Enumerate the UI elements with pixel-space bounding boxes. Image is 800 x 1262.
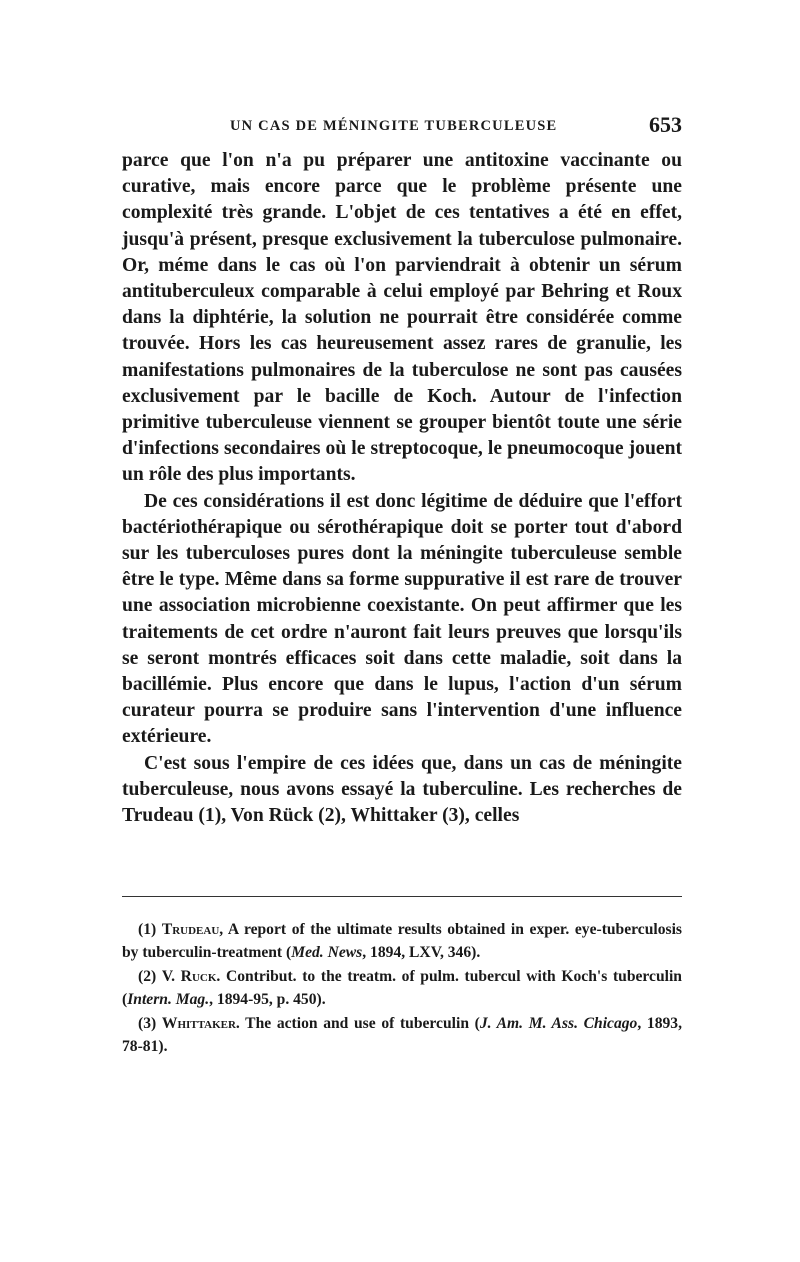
footnote-citation: , 1894-95, p. 450). [209,991,326,1009]
footnote-text: Contribut. to the treatm. of pulm. tubercul with Koch's tuberculin ( [122,967,682,1009]
page-number: 653 [649,112,682,137]
footnote [122,1012,682,1059]
paragraph: parce que l'on n'a pu préparer une antitoxine vaccinante ou curative, mais encore parce que le problème présente une complexité très grande. L'objet de ces tentatives a été en effet, jusqu'à présent, presque exclusivement la tuberculose pulmonaire. Or, méme dans le cas où l'on parviendrait à obtenir un sérum antituberculeux comparable à celui employé par Behring et Roux dans la diphtérie, la solution ne pourrait être considérée comme trouvée. Hors les cas heureusement assez rares de granulie, les manifestations pulmonaires de la tuberculose ne sont pas causées exclusivement par le bacille de Koch. Autour de l'infection primitive tuberculeuse viennent se grouper bientôt toute une série d'infections secondaires où le streptocoque, le pneumocoque jouent un rôle des plus importants. [122,150,682,486]
footnote-number: (1) [138,921,157,938]
footnote-author: V. Ruck. [161,967,221,985]
page-header [122,112,682,142]
footnote-divider [122,896,682,897]
footnote-author: Whittaker. [161,1014,240,1032]
footnote-citation: , 1894, LXV, 346). [362,944,481,962]
footnote-author: Trudeau, [161,921,224,938]
footnotes [122,918,682,1058]
footnote-citation: , 1893, 78-81). [122,1014,682,1056]
footnote [122,965,682,1012]
running-title: UN CAS DE MÉNINGITE TUBERCULEUSE [230,118,558,134]
footnote-text: The action and use of tuberculin ( [239,1014,480,1032]
paragraph: C'est sous l'empire de ces idées que, dans un cas de méningite tuberculeuse, nous avons essayé la tuberculine. Les recherches de Trudeau (1), Von Rück (2), Whittaker (3), celles [122,752,682,827]
footnote-journal: Intern. Mag. [127,991,210,1009]
footnote-number: (3) [138,1014,157,1032]
footnote [122,918,682,965]
footnote-journal: J. Am. M. Ass. Chicago [479,1014,638,1032]
footnote-journal: Med. News [291,944,363,962]
paragraph: De ces considérations il est donc légitime de déduire que l'effort bactériothérapique ou sérothérapique doit se porter tout d'abord sur les tuberculoses pures dont la méningite tuberculeuse semble être le type. Même dans sa forme suppurative il est rare de trouver une association microbienne coexistante. On peut affirmer que les traitements de cet ordre n'auront fait leurs preuves que lorsqu'ils se seront montrés efficaces soit dans cette maladie, soit dans la bacillémie. Plus encore que dans le lupus, l'action d'un sérum curateur pourra se produire sans l'intervention d'une influence extérieure. [122,490,682,748]
footnote-number: (2) [138,967,157,985]
footnote-text: A report of the ultimate results obtained in exper. eye-tuberculosis by tuberculin-treatment ( [122,921,682,962]
main-text [122,148,682,829]
